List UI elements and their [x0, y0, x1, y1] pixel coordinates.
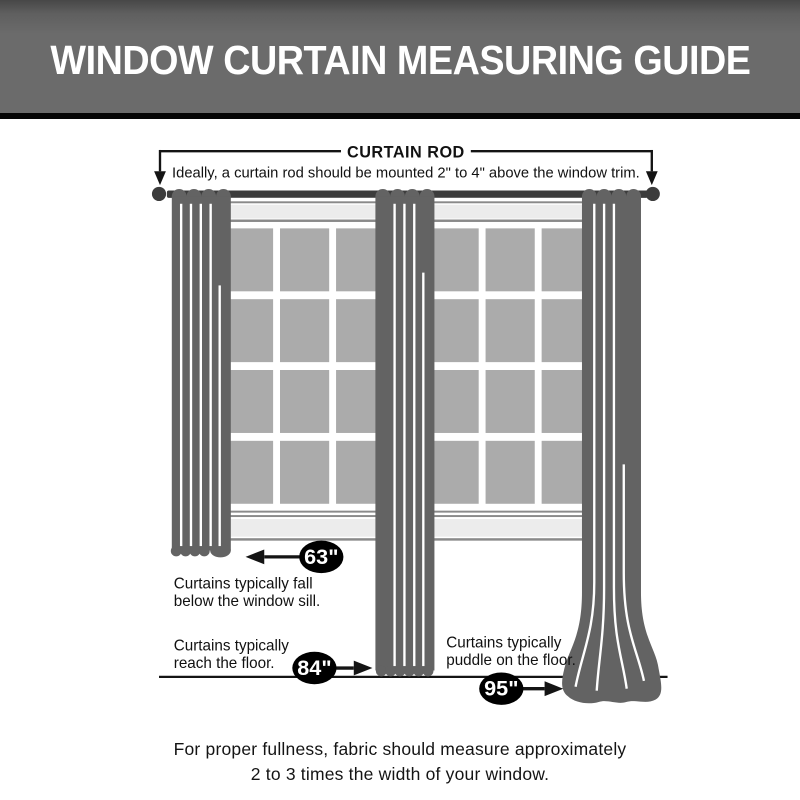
window-sill-line	[422, 511, 599, 513]
window-trim-line	[216, 220, 393, 222]
window-pane	[224, 370, 273, 433]
window-pane	[486, 228, 535, 291]
window-trim-line	[216, 201, 393, 203]
window-pane	[430, 299, 479, 362]
page-title: WINDOW CURTAIN MEASURING GUIDE	[49, 37, 751, 83]
window-pane	[224, 441, 273, 504]
curtain-rod-label: CURTAIN ROD	[347, 143, 465, 162]
down-arrow-icon	[646, 171, 658, 185]
window-sill-band	[216, 519, 393, 537]
window-sill-line	[216, 511, 393, 513]
window-pane	[280, 299, 329, 362]
window-pane	[430, 370, 479, 433]
curtain-scallop	[404, 666, 415, 677]
window-pane	[280, 441, 329, 504]
curtain-scallop	[376, 666, 387, 677]
window-trim-line	[422, 220, 599, 222]
fullness-note-line2: 2 to 3 times the width of your window.	[250, 764, 550, 784]
measurement-84	[292, 652, 372, 684]
curtain-middle	[375, 189, 434, 676]
header-banner	[0, 0, 800, 119]
note-line: Curtains typically	[173, 637, 289, 655]
curtain-fold-line	[180, 204, 182, 546]
curtain-fold-line	[190, 204, 192, 546]
curtain-fold-line	[393, 204, 395, 666]
right-arrow-icon	[545, 681, 564, 696]
curtain-fold-line	[200, 204, 202, 546]
note-line: puddle on the floor.	[446, 652, 576, 670]
note-line: Curtains typically fall	[173, 575, 313, 593]
note-line: reach the floor.	[173, 655, 275, 673]
curtain-scallop	[190, 546, 201, 557]
curtain-fold-line	[422, 273, 424, 666]
fullness-note	[0, 737, 800, 787]
note-line: below the window sill.	[173, 593, 321, 611]
curtain-scallop	[180, 546, 191, 557]
curtain-scallop	[171, 546, 182, 557]
window-pane	[280, 228, 329, 291]
curtain-fold-line	[209, 204, 211, 546]
left-arrow-icon	[246, 550, 265, 565]
window-pane	[430, 228, 479, 291]
window-pane	[486, 441, 535, 504]
rod-mounting-note: Ideally, a curtain rod should be mounted 2" to 4" above the window trim.	[172, 165, 640, 182]
window-pane	[430, 441, 479, 504]
measurement-63	[246, 541, 344, 573]
window-right	[422, 198, 599, 542]
window-sill-line	[422, 538, 599, 540]
curtain-fold-line	[413, 204, 415, 666]
window-pane	[224, 299, 273, 362]
curtain-scallop	[413, 666, 424, 677]
window-sill-line	[216, 515, 393, 517]
badge-value: 63"	[304, 543, 339, 569]
rod-finial-left-icon	[152, 187, 166, 201]
window-left	[216, 198, 393, 542]
window-pane	[280, 370, 329, 433]
rod-finial-right-icon	[646, 187, 660, 201]
curtain-fold-line	[403, 204, 405, 666]
window-trim-line	[422, 201, 599, 203]
window-pane	[224, 228, 273, 291]
curtain-fold-line	[219, 285, 221, 546]
curtain-scallop	[395, 666, 406, 677]
window-trim-band	[216, 205, 393, 219]
window-trim-band	[422, 205, 599, 219]
window-pane	[486, 299, 535, 362]
window-sill-line	[216, 538, 393, 540]
right-arrow-icon	[354, 661, 373, 676]
curtain-scallop	[199, 546, 210, 557]
badge-value: 84"	[297, 654, 332, 680]
window-sill-band	[422, 519, 599, 537]
window-sill-line	[422, 515, 599, 517]
curtain-left	[171, 189, 231, 557]
window-pane	[486, 370, 535, 433]
curtain-diagram	[0, 130, 800, 730]
curtain-scallop	[385, 666, 396, 677]
down-arrow-icon	[154, 171, 166, 185]
note-line: Curtains typically	[446, 634, 562, 652]
fullness-note-line1: For proper fullness, fabric should measure approximately	[173, 739, 627, 759]
badge-value: 95"	[484, 675, 519, 701]
curtain-scallop	[423, 666, 434, 677]
